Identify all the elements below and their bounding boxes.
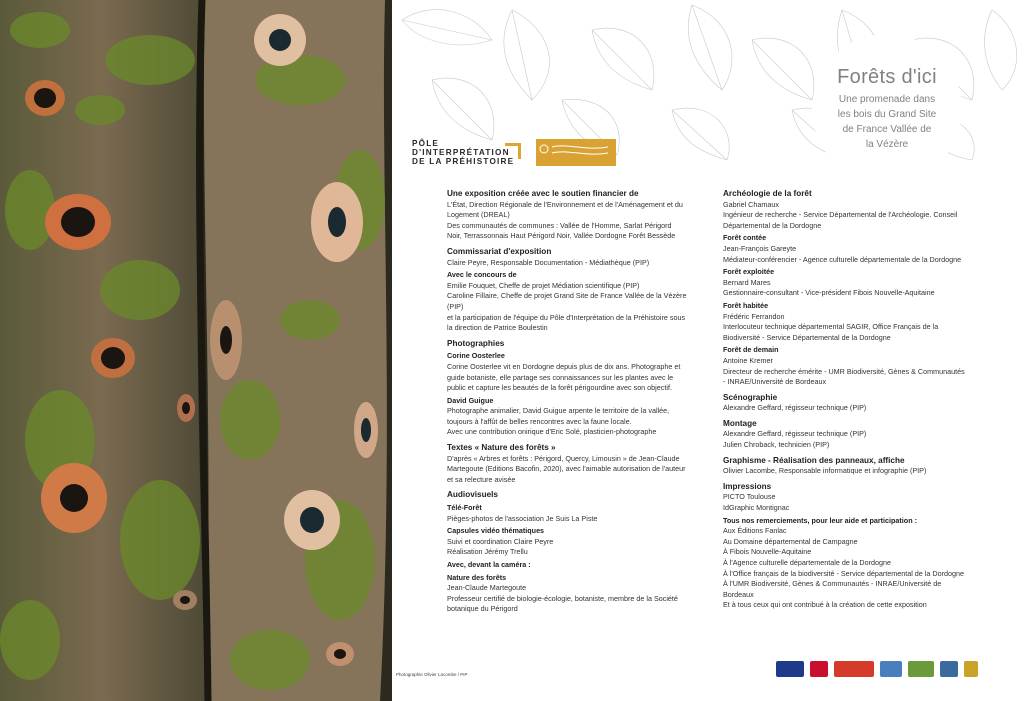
credit-text: Gestionnaire-consultant - Vice-président Fibois Nouvelle-Aquitaine xyxy=(723,288,935,298)
credit-text: Médiateur-conférencier - Agence culturelle départementale de la Dordogne xyxy=(723,254,962,264)
credit-heading: Télé-Forêt xyxy=(447,503,482,513)
credit-text: Alexandre Geffard, régisseur technique (PIP) xyxy=(723,429,867,439)
credit-text: Et à tous ceux qui ont contribué à la création de cette exposition xyxy=(723,600,927,610)
credit-heading: Archéologie de la forêt xyxy=(723,189,812,198)
credit-text: Des communautés de communes : Vallée de l'Homme, Sarlat Périgord Noir, Terrassonnais Haut Périgord Noir, Vallée Dordogne Forêt Bessède xyxy=(447,220,676,241)
credit-heading: Commissariat d'exposition xyxy=(447,246,552,256)
sarlat-logo xyxy=(940,661,958,677)
logo-corner-mark xyxy=(505,143,521,159)
credit-text: À l'UMR Biodiversité, Gènes & Communautés - INRAE/Université de Bordeaux xyxy=(723,579,942,599)
credit-text: Professeur certifié de biologie-écologie, botaniste, membre de la Société botanique du Périgord xyxy=(447,593,678,614)
region-nouvelle-aquitaine-logo xyxy=(810,661,828,677)
credit-heading: Avec, devant la caméra : xyxy=(447,560,531,569)
vallee-vezere-logo xyxy=(536,139,616,166)
credit-heading: Avec le concours de xyxy=(447,270,517,280)
credits-column-left xyxy=(447,184,688,615)
credits-column-right xyxy=(723,184,966,611)
credit-text: Avec une contribution onirique d'Eric Solé, plasticien-photographe xyxy=(447,427,657,437)
credit-text: À Fibois Nouvelle-Aquitaine xyxy=(723,547,812,557)
partner-logos xyxy=(776,660,1000,678)
credit-text: Bernard Mares xyxy=(723,277,771,287)
credit-text: D'après « Arbres et forêts : Périgord, Quercy, Limousin » de Jean-Claude Martegoute (Editions Bacofin, 2020), avec l'aimable autorisation de l'auteur et sa relecture avisée xyxy=(447,453,686,484)
credit-text: Aux Éditions Fanlac xyxy=(723,526,787,536)
credit-text: Alexandre Geffard, régisseur technique (PIP) xyxy=(723,403,867,413)
credit-heading: Forêt habitée xyxy=(723,300,769,310)
credit-text: Caroline Fillaire, Cheffe de projet Grand Site de France Vallée de la Vézère (PIP) xyxy=(447,291,687,311)
credit-text: Corine Oosterlee vit en Dordogne depuis plus de dix ans. Photographe et guide botaniste, elle partage ses connaissances sur les plantes avec le public et capture les beautés de la forêt périgourdine avec son objectif. xyxy=(447,361,681,393)
credit-text: Emilie Fouquet, Cheffe de projet Médiation scientifique (PIP) xyxy=(447,280,640,290)
credit-text: L'État, Direction Régionale de l'Environnement et de l'Aménagement et du Logement (DREAL) xyxy=(447,199,683,220)
credit-heading: Nature des forêts xyxy=(447,572,507,582)
credit-text: PICTO Toulouse xyxy=(723,492,776,502)
credit-text: Claire Peyre, Responsable Documentation - Médiathèque (PIP) xyxy=(447,257,650,267)
communaute-communes-logo xyxy=(908,661,934,677)
credit-heading: Forêt de demain xyxy=(723,345,779,355)
credit-heading: Une exposition créée avec le soutien financier de xyxy=(447,189,639,198)
credit-heading: Tous nos remerciements, pour leur aide et participation : xyxy=(723,515,917,525)
credit-text: Réalisation Jérémy Trellu xyxy=(447,547,528,557)
credit-heading: Audiovisuels xyxy=(447,490,498,500)
credit-text: Jean-François Gareyte xyxy=(723,243,797,253)
exhibition-subtitle: Une promenade dans les bois du Grand Site de France Vallée de la Vézère xyxy=(837,94,937,150)
credit-heading: Forêt contée xyxy=(723,233,767,243)
credit-text: À l'Agence culturelle départementale de la Dordogne xyxy=(723,558,891,567)
credit-heading: Capsules vidéo thématiques xyxy=(447,526,545,536)
credit-heading: Corine Oosterlee xyxy=(447,351,505,361)
credit-text: Jean-Claude Martegoute xyxy=(447,583,527,593)
credit-text: Ingénieur de recherche - Service Départemental de l'Archéologie. Conseil Départemental de la Dordogne xyxy=(723,210,958,230)
bark-photograph xyxy=(0,0,392,701)
credit-text: Frédéric Ferrandon xyxy=(723,311,785,321)
credit-text: Julien Chroback, technicien (PIP) xyxy=(723,440,830,450)
credit-text: IdGraphic Montignac xyxy=(723,503,790,513)
credit-text: Antoine Kremer xyxy=(723,355,773,365)
credit-heading: Montage xyxy=(723,418,757,428)
credit-text: et la participation de l'équipe du Pôle d'Interprétation de la Préhistoire sous la direction de Patrice Boulestin xyxy=(447,312,686,333)
terrassonnais-logo xyxy=(964,661,978,677)
pole-prehistoire-logo: PÔLE D'INTERPRÉTATION DE LA PRÉHISTOIRE xyxy=(412,139,515,166)
credit-heading: Textes « Nature des forêts » xyxy=(447,443,556,453)
credit-text: Gabriel Chamaux xyxy=(723,199,779,209)
credit-text: Suivi et coordination Claire Peyre xyxy=(447,536,554,546)
credit-text: Directeur de recherche émérite - UMR Biodiversité, Gènes & Communautés - INRAE/Université de Bordeaux xyxy=(723,366,965,387)
exhibition-title: Forêts d'ici xyxy=(837,66,937,88)
credit-text: À l'Office français de la biodiversité - Service départemental de la Dordogne xyxy=(723,568,964,578)
republique-francaise-logo xyxy=(776,661,804,677)
credit-text: Photographe animalier, David Guigue arpente le territoire de la vallée, toujours à l'affût de belles rencontres avec la faune locale. xyxy=(447,406,670,426)
exhibition-title-block xyxy=(812,66,962,152)
credit-heading: David Guigue xyxy=(447,395,494,405)
credit-heading: Forêt exploitée xyxy=(723,267,775,277)
credit-heading: Photographies xyxy=(447,338,505,348)
dordogne-perigord-logo xyxy=(834,661,874,677)
photo-credit: Photographie Olivier Lacombe / PIP xyxy=(396,672,468,677)
credit-text: Pièges-photos de l'association Je Suis La Piste xyxy=(447,513,598,523)
credit-heading: Scénographie xyxy=(723,392,778,402)
credit-text: Olivier Lacombe, Responsable informatique et infographie (PIP) xyxy=(723,466,927,476)
credit-text: Au Domaine départemental de Campagne xyxy=(723,536,858,546)
credit-heading: Graphisme - Réalisation des panneaux, affiche xyxy=(723,455,905,465)
vallee-vezere-logo xyxy=(880,661,902,677)
credit-heading: Impressions xyxy=(723,481,772,491)
credit-text: Interlocuteur technique départemental SAGIR, Office Français de la Biodiversité - Service Départemental de la Dordogne xyxy=(723,322,939,342)
